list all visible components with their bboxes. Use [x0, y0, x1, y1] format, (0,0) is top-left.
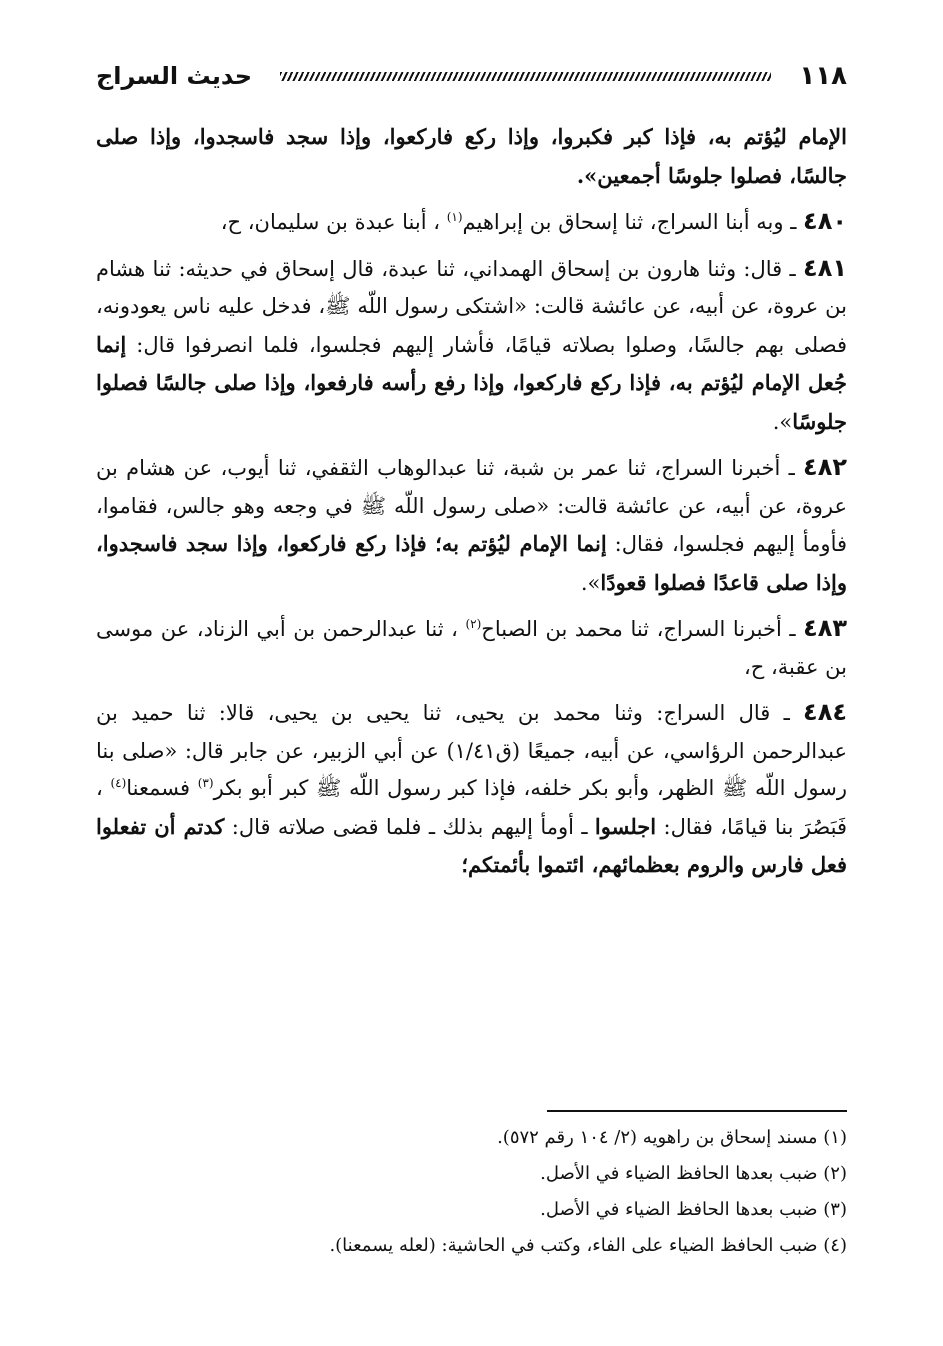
hadith-text: إنما جُعل الإمام ليُؤتم به، فإذا ركع فاركعوا، وإذا رفع رأسه فارفعوا، وإذا صلى جالسًا فصلوا جلوسًا [96, 331, 847, 434]
isnad-text: ـ وبه أبنا السراج، ثنا إسحاق بن إبراهيم [462, 210, 804, 234]
page-header [96, 56, 847, 96]
footnote-3: (٣) ضبب بعدها الحافظ الضياء في الأصل. [540, 1199, 847, 1220]
main-text [96, 118, 847, 893]
isnad-text: ، أبنا عبدة بن سليمان، ح، [220, 210, 447, 234]
hadith-number: ٤٨٠ [803, 207, 847, 235]
isnad-text: ـ أومأ إليهم بذلك ـ فلما قضى صلاته قال: [224, 814, 595, 839]
footnote-separator [547, 1110, 847, 1112]
footnote-4: (٤) ضبب الحافظ الضياء على الفاء، وكتب في الحاشية: (لعله يسمعنا). [329, 1235, 847, 1256]
hadith-text: كدتم أن تفعلوا فعل فارس والروم بعظمائهم، ائتموا بأئمتكم؛ [96, 813, 847, 877]
hadith-text: اجلسوا [594, 813, 657, 839]
closing-punctuation: ». [580, 570, 601, 595]
footnote-marker[interactable]: (٤) [110, 776, 127, 790]
paragraph-482 [96, 449, 847, 602]
paragraph-continuation [96, 118, 847, 195]
hadith-number: ٤٨٢ [803, 453, 847, 481]
isnad-text: ، ثنا عبدالرحمن بن أبي الزناد، عن موسى بن عقبة، ح، [96, 617, 847, 679]
paragraph-481 [96, 250, 847, 442]
hadith-text: الإمام ليُؤتم به، فإذا كبر فكبروا، وإذا ركع فاركعوا، وإذا سجد فاسجدوا، وإذا صلى جالسًا، فصلوا جلوسًا أجمعين». [96, 124, 847, 188]
footnotes [96, 1110, 847, 1264]
footnote-1: (١) مسند إسحاق بن راهويه (٢/ ١٠٤ رقم ٥٧٢). [497, 1127, 847, 1148]
paragraph-483 [96, 610, 847, 686]
isnad-text: ـ أخبرنا السراج، ثنا عمر بن شبة، ثنا عبدالوهاب الثقفي، ثنا أيوب، عن هشام بن عروة، عن أبيه، عن عائشة قالت: «صلى رسول اللّه ﷺ في وجعه وهو جالس، فقاموا، فأومأ إليهم فجلسوا، فقال: [96, 456, 848, 556]
closing-punctuation: ». [772, 409, 793, 434]
footnote-marker[interactable]: (٢) [465, 617, 482, 631]
hadith-number: ٤٨٣ [803, 614, 848, 642]
isnad-text: فسمعنا [126, 776, 198, 800]
hadith-text: إنما الإمام ليُؤتم به؛ فإذا ركع فاركعوا، وإذا سجد فاسجدوا، وإذا صلى قاعدًا فصلوا قعودًا [96, 531, 847, 595]
header-decorative-rule [280, 72, 771, 81]
isnad-text: ، فَبَصُرَ بنا قيامًا، فقال: [96, 776, 848, 839]
isnad-text: ـ قال: وثنا هارون بن إسحاق الهمداني، ثنا عبدة، قال إسحاق في حديثه: ثنا هشام بن عروة، عن أبيه، عن عائشة قالت: «اشتكى رسول اللّه ﷺ، فدخل عليه ناس يعودونه، فصلى بهم جالسًا، وصلوا بصلاته قيامًا، فأشار إليهم فجلسوا، فلما انصرفوا قال: [96, 256, 847, 357]
footnote-marker[interactable]: (١) [446, 210, 463, 224]
paragraph-480 [96, 203, 847, 242]
footnote-2: (٢) ضبب بعدها الحافظ الضياء في الأصل. [540, 1163, 847, 1184]
footnote-marker[interactable]: (٣) [197, 776, 214, 790]
isnad-text: ـ أخبرنا السراج، ثنا محمد بن الصباح [481, 617, 804, 641]
hadith-number: ٤٨٤ [803, 698, 847, 726]
isnad-text: ـ قال السراج: وثنا محمد بن يحيى، ثنا يحيى بن يحيى، قالا: ثنا حميد بن عبدالرحمن الرؤاسي، عن أبيه، جميعًا (ق١/٤١) عن أبي الزبير، عن جابر قال: «صلى بنا رسول اللّه ﷺ الظهر، وأبو بكر خلفه، فإذا كبر رسول اللّه ﷺ كبر أبو بكر [96, 701, 847, 800]
hadith-number: ٤٨١ [803, 253, 847, 282]
page-number: ١١٨ [799, 61, 847, 91]
running-title: حديث السراج [96, 62, 253, 90]
paragraph-484 [96, 694, 847, 885]
